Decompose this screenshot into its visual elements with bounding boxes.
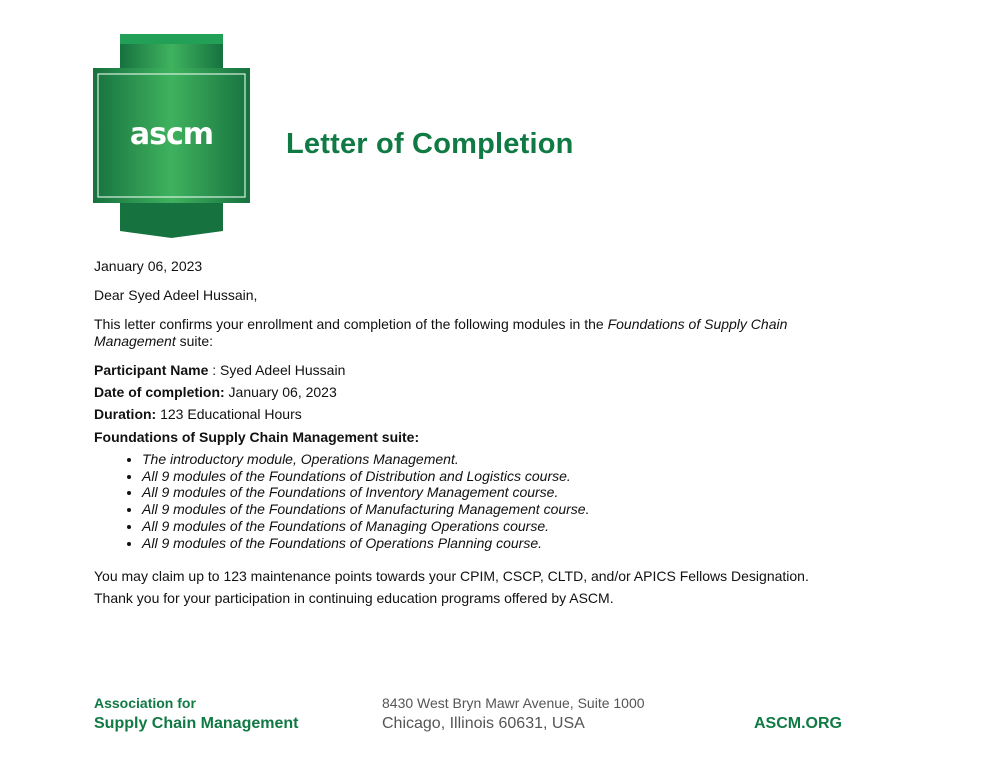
suite-heading: Foundations of Supply Chain Management suite:	[94, 429, 420, 445]
module-item: • All 9 modules of the Foundations of Distribution and Logistics course.	[142, 468, 854, 485]
footer-address-line1: 8430 West Bryn Mawr Avenue, Suite 1000	[382, 695, 645, 711]
module-item: • All 9 modules of the Foundations of Inventory Management course.	[142, 484, 854, 501]
salutation: Dear Syed Adeel Hussain,	[94, 287, 258, 303]
footer-address	[382, 695, 645, 734]
modules-list	[94, 451, 854, 551]
module-item: • All 9 modules of the Foundations of Operations Planning course.	[142, 535, 854, 552]
footer-website: ASCM.ORG	[754, 715, 842, 732]
maintenance-points-note: You may claim up to 123 maintenance points towards your CPIM, CSCP, CLTD, and/or APICS Fellows Designation.	[94, 568, 809, 585]
completion-date-label: Date of completion:	[94, 384, 225, 400]
footer-address-line2: Chicago, Illinois 60631, USA	[382, 715, 585, 732]
module-item: • All 9 modules of the Foundations of Manufacturing Management course.	[142, 501, 854, 518]
ascm-logo	[93, 34, 250, 238]
module-item: • All 9 modules of the Foundations of Managing Operations course.	[142, 518, 854, 535]
footer-org-line2: Supply Chain Management	[94, 715, 299, 732]
letter-date: January 06, 2023	[94, 258, 203, 274]
letter-body	[94, 258, 854, 607]
intro-suite-name: Foundations of Supply Chain Management	[94, 316, 788, 349]
participant-sep: :	[208, 362, 221, 378]
intro-paragraph	[94, 316, 854, 350]
letter-title: Letter of Completion	[286, 128, 574, 160]
thank-you-note: Thank you for your participation in continuing education programs offered by ASCM.	[94, 590, 614, 607]
footer-organization	[94, 695, 298, 734]
duration-value: 123 Educational Hours	[156, 406, 302, 422]
participant-name-value: Syed Adeel Hussain	[220, 362, 346, 378]
module-item: • The introductory module, Operations Management.	[142, 451, 854, 468]
completion-date-value: January 06, 2023	[224, 384, 337, 400]
participant-name-label: Participant Name	[94, 362, 209, 378]
completion-date-row	[94, 384, 854, 401]
participant-details	[94, 362, 854, 423]
duration-row	[94, 406, 854, 423]
participant-name-row	[94, 362, 854, 379]
intro-end: suite:	[175, 333, 214, 349]
duration-label: Duration:	[94, 406, 157, 422]
intro-start: This letter confirms your enrollment and completion of the following modules in the	[94, 316, 608, 332]
footer-org-line1: Association for	[94, 695, 196, 711]
logo-wordmark: ascm	[129, 117, 214, 152]
